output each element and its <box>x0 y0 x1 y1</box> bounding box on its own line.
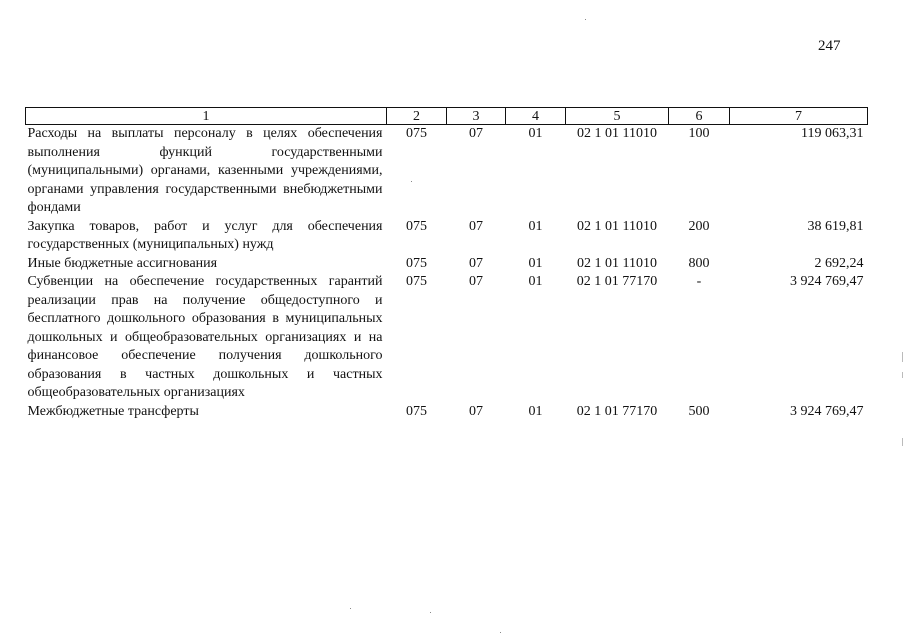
column-header-5: 5 <box>566 108 669 125</box>
row-code-subsection: 01 <box>528 274 543 289</box>
table-row <box>26 273 868 403</box>
table-row <box>26 125 868 218</box>
scan-edge-mark <box>902 352 903 362</box>
row-description: Расходы на выплаты персоналу в целях обеспечения выполнения функций государственными (муниципальными) органами, казенными учреждениями, органами управления государственными внебюджетными фондами <box>27 126 383 215</box>
row-description: Иные бюджетные ассигнования <box>27 255 218 271</box>
row-code-expense-type: 100 <box>688 126 710 141</box>
row-code-subsection: 01 <box>528 218 543 234</box>
row-code-target: 02 1 01 11010 <box>577 255 657 271</box>
column-header-6: 6 <box>669 108 730 125</box>
row-code-target: 02 1 01 77170 <box>576 274 658 289</box>
row-code-section: 07 <box>469 403 483 419</box>
table-row <box>26 403 868 422</box>
row-code-subsection: 01 <box>528 403 543 419</box>
row-amount: 2 692,24 <box>814 255 864 271</box>
scan-edge-mark <box>902 372 903 378</box>
row-code-section: 07 <box>469 126 483 141</box>
scan-speck <box>411 181 412 182</box>
row-code-section: 07 <box>469 218 483 234</box>
row-code-expense-type: 800 <box>688 255 710 271</box>
scan-speck <box>585 19 586 20</box>
row-code-section: 07 <box>469 255 483 271</box>
row-description: Межбюджетные трансферты <box>27 403 199 419</box>
budget-table <box>25 107 868 421</box>
row-code-target: 02 1 01 77170 <box>576 403 658 419</box>
row-code-subsection: 01 <box>528 255 543 271</box>
row-code-expense-type: 500 <box>688 403 710 419</box>
table-row <box>26 218 868 255</box>
page-number: 247 <box>818 38 841 54</box>
row-description: Закупка товаров, работ и услуг для обеспечения государственных (муниципальных) нужд <box>27 218 383 252</box>
scan-edge-mark <box>902 438 903 446</box>
column-header-3: 3 <box>447 108 506 125</box>
row-code-expense-type: 200 <box>688 218 710 234</box>
column-header-7: 7 <box>730 108 868 125</box>
scan-speck <box>430 612 431 613</box>
scan-speck <box>350 608 351 609</box>
row-amount: 38 619,81 <box>807 218 864 234</box>
row-amount: 3 924 769,47 <box>790 274 864 289</box>
scan-speck <box>500 632 501 633</box>
column-header-2: 2 <box>387 108 447 125</box>
row-code-admin: 075 <box>406 126 427 141</box>
row-code-expense-type: - <box>696 274 702 289</box>
row-code-admin: 075 <box>406 255 427 271</box>
table-row <box>26 255 868 274</box>
row-amount: 119 063,31 <box>801 126 864 141</box>
row-amount: 3 924 769,47 <box>790 403 864 419</box>
column-header-4: 4 <box>506 108 566 125</box>
row-code-target: 02 1 01 11010 <box>577 126 657 141</box>
row-code-section: 07 <box>469 274 483 289</box>
row-code-target: 02 1 01 11010 <box>577 218 657 234</box>
column-header-1: 1 <box>26 108 387 125</box>
row-description: Субвенции на обеспечение государственных гарантий реализации прав на получение общедоступного и бесплатного дошкольного образования в муниципальных дошкольных и общеобразовательных организациях и на финансовое обеспечение получения дошкольного образования в частных дошкольных и частных общеобразовательных организациях <box>27 274 383 400</box>
row-code-admin: 075 <box>406 403 427 419</box>
row-code-admin: 075 <box>406 274 427 289</box>
row-code-subsection: 01 <box>528 126 543 141</box>
row-code-admin: 075 <box>406 218 427 234</box>
header-row <box>26 108 868 125</box>
